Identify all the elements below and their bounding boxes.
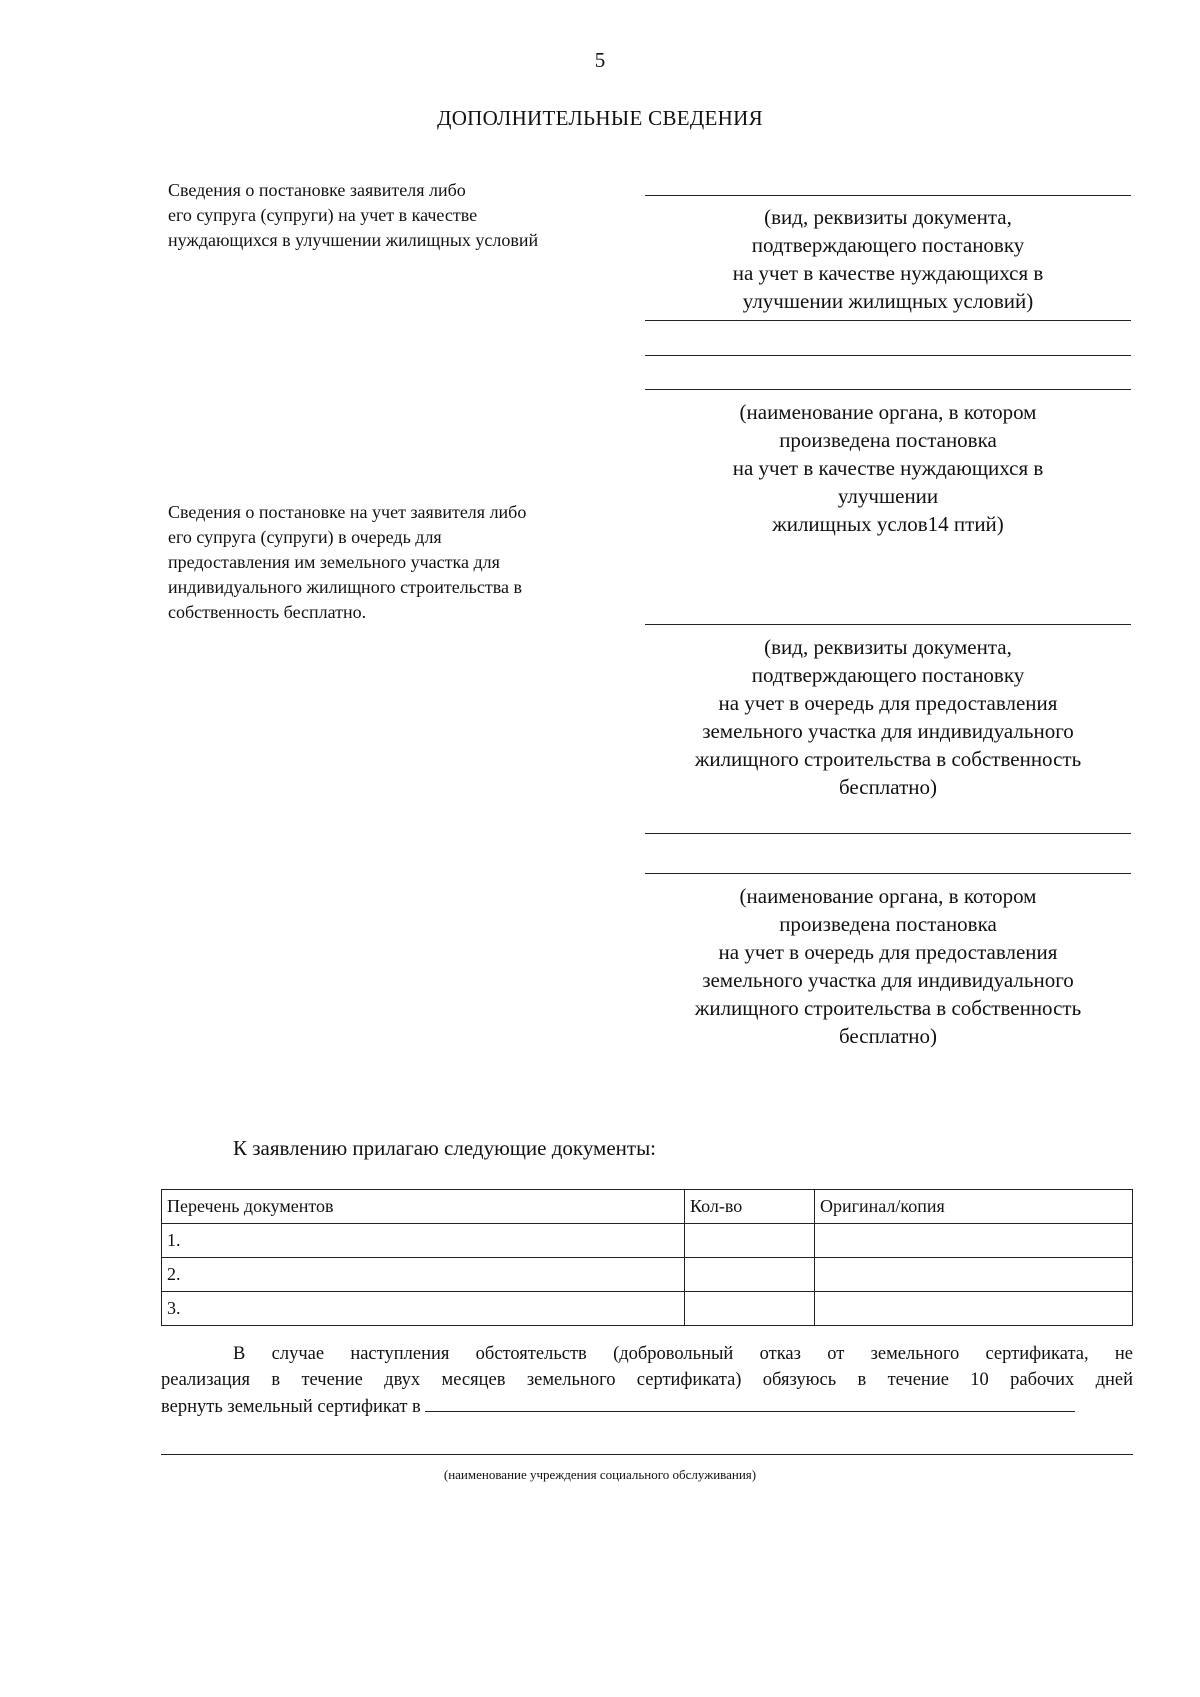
caption-line: земельного участка для индивидуального (702, 719, 1074, 743)
section2-label-line: предоставления им земельного участка для (168, 552, 500, 572)
section2-label-line: Сведения о постановке на учет заявителя либо (168, 502, 527, 522)
table-cell-quantity[interactable] (685, 1258, 815, 1292)
table-cell-original-copy[interactable] (815, 1258, 1133, 1292)
table-cell-original-copy[interactable] (815, 1292, 1133, 1326)
caption-line: (наименование органа, в котором (739, 884, 1037, 908)
table-cell-quantity[interactable] (685, 1292, 815, 1326)
institution-caption: (наименование учреждения социального обслуживания) (443, 1467, 757, 1482)
table-header-cell: Кол-во (685, 1190, 815, 1224)
obligation-line: В случае наступления обстоятельств (добровольный отказ от земельного сертификата, не (233, 1344, 1133, 1364)
table-cell-document[interactable]: 3. (162, 1292, 685, 1326)
obligation-line-3 (161, 1393, 1133, 1420)
section1-label-line: нуждающихся в улучшении жилищных условий (168, 230, 539, 250)
table-header-row (162, 1190, 1133, 1224)
caption-line: жилищного строительства в собственность (694, 747, 1082, 771)
obligation-line: реализация в течение двух месяцев земельного сертификата) обязуюсь в течение 10 рабочих дней (161, 1370, 1133, 1390)
table-header-cell: Перечень документов (162, 1190, 685, 1224)
obligation-line: вернуть земельный сертификат в (161, 1397, 421, 1417)
table-row (162, 1224, 1133, 1258)
section1-org-caption (645, 398, 1131, 538)
caption-line: на учет в очередь для предоставления (718, 940, 1058, 964)
caption-line: жилищных услов14 птий) (772, 512, 1004, 536)
section2-org-caption (645, 882, 1131, 1050)
table-row (162, 1258, 1133, 1292)
caption-line: на учет в очередь для предоставления (718, 691, 1058, 715)
section2-doc-field[interactable] (645, 624, 1131, 625)
section1-org-field[interactable] (645, 355, 1131, 356)
table-cell-document[interactable]: 2. (162, 1258, 685, 1292)
table-header-cell: Оригинал/копия (815, 1190, 1133, 1224)
caption-line: произведена постановка (779, 912, 997, 936)
caption-line: улучшении жилищных условий) (742, 289, 1034, 313)
caption-line: (вид, реквизиты документа, (764, 635, 1012, 659)
table-cell-quantity[interactable] (685, 1224, 815, 1258)
caption-line: жилищного строительства в собственность (694, 996, 1082, 1020)
section1-label-line: его супруга (супруги) на учет в качестве (168, 205, 478, 225)
institution-input[interactable] (425, 1393, 1075, 1412)
section2-label-line: его супруга (супруги) в очередь для (168, 527, 442, 547)
caption-line: (наименование органа, в котором (739, 400, 1037, 424)
caption-line: бесплатно) (839, 1024, 937, 1048)
caption-line: бесплатно) (839, 775, 937, 799)
section1-doc-field-2[interactable] (645, 320, 1131, 321)
section2-doc-caption (645, 633, 1131, 801)
obligation-paragraph (161, 1341, 1133, 1420)
caption-line: произведена постановка (779, 428, 997, 452)
caption-line: на учет в качестве нуждающихся в (732, 456, 1044, 480)
table-cell-document[interactable]: 1. (162, 1224, 685, 1258)
section2-label-line: индивидуального жилищного строительства в (168, 577, 522, 597)
section1-org-field-2[interactable] (645, 389, 1131, 390)
institution-input-2[interactable] (161, 1454, 1133, 1455)
caption-line: подтверждающего постановку (751, 233, 1025, 257)
section1-doc-field[interactable] (645, 195, 1131, 196)
section2-doc-field-2[interactable] (645, 833, 1131, 834)
attachments-intro: К заявлению прилагаю следующие документы: (233, 1136, 657, 1160)
caption-line: подтверждающего постановку (751, 663, 1025, 687)
caption-line: земельного участка для индивидуального (702, 968, 1074, 992)
table-row (162, 1292, 1133, 1326)
section1-doc-caption (645, 203, 1131, 315)
section2-label (168, 500, 526, 625)
section2-org-field[interactable] (645, 873, 1131, 874)
caption-line: улучшении (837, 484, 939, 508)
page-title: ДОПОЛНИТЕЛЬНЫЕ СВЕДЕНИЯ (437, 106, 763, 130)
table-cell-original-copy[interactable] (815, 1224, 1133, 1258)
section1-label-line: Сведения о постановке заявителя либо (168, 180, 466, 200)
section1-label (168, 178, 538, 253)
section2-label-line: собственность бесплатно. (168, 602, 367, 622)
documents-table (161, 1189, 1133, 1326)
page-number: 5 (594, 48, 606, 72)
caption-line: на учет в качестве нуждающихся в (732, 261, 1044, 285)
caption-line: (вид, реквизиты документа, (764, 205, 1012, 229)
